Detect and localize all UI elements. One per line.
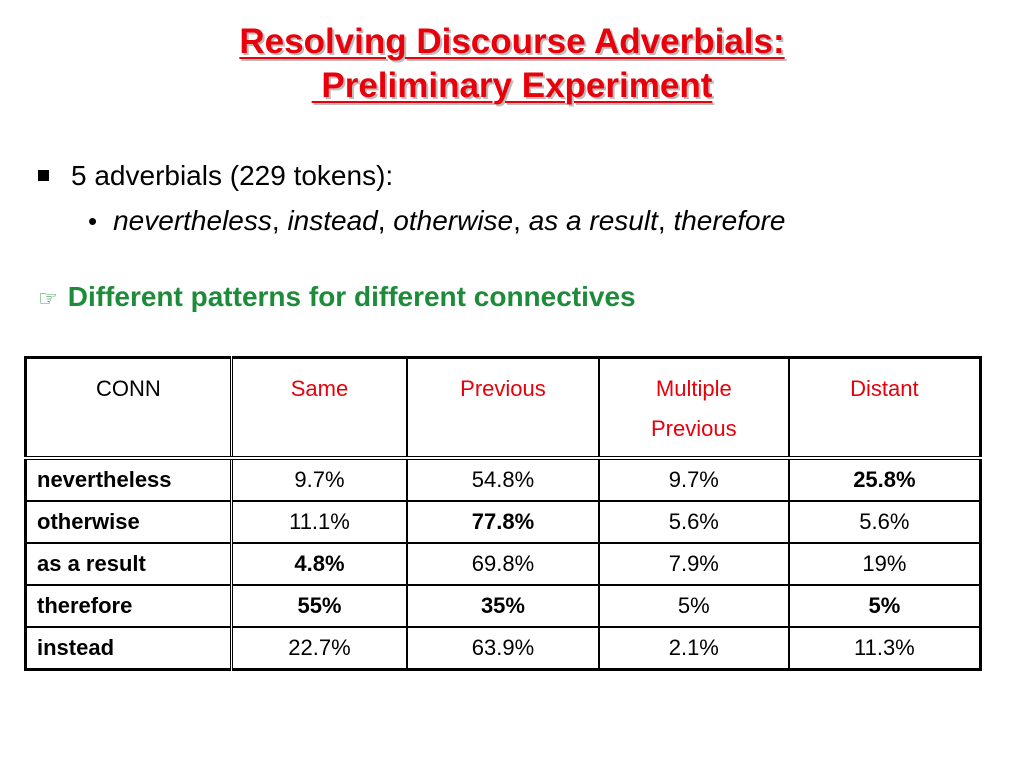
header-same: Same bbox=[231, 358, 407, 459]
value-cell: 11.3% bbox=[789, 627, 981, 670]
list-separator: , bbox=[657, 205, 674, 236]
table-row bbox=[26, 458, 981, 501]
list-separator: , bbox=[271, 205, 288, 236]
value-cell: 5% bbox=[599, 585, 789, 627]
slide-title bbox=[0, 20, 1024, 108]
header-multiple-previous: Multiple Previous bbox=[599, 358, 789, 459]
bullet-patterns bbox=[38, 279, 636, 317]
value-cell: 2.1% bbox=[599, 627, 789, 670]
value-cell: 9.7% bbox=[599, 458, 789, 501]
value-cell: 9.7% bbox=[231, 458, 407, 501]
title-line-1: Resolving Discourse Adverbials: bbox=[239, 22, 785, 61]
conn-cell: nevertheless bbox=[26, 458, 232, 501]
value-cell: 55% bbox=[231, 585, 407, 627]
table-row bbox=[26, 501, 981, 543]
bullet-adverbials-text: 5 adverbials (229 tokens): bbox=[71, 160, 394, 191]
table-row bbox=[26, 543, 981, 585]
conn-cell: otherwise bbox=[26, 501, 232, 543]
table-row bbox=[26, 627, 981, 670]
list-separator: , bbox=[513, 205, 529, 236]
list-separator: , bbox=[377, 205, 394, 236]
value-cell: 7.9% bbox=[599, 543, 789, 585]
value-cell: 19% bbox=[789, 543, 981, 585]
value-cell: 11.1% bbox=[231, 501, 407, 543]
value-cell: 5.6% bbox=[599, 501, 789, 543]
dot-bullet-icon: • bbox=[88, 206, 98, 236]
conn-cell: as a result bbox=[26, 543, 232, 585]
value-cell: 5% bbox=[789, 585, 981, 627]
table-header-row bbox=[26, 358, 981, 459]
adverbial-item: otherwise bbox=[393, 205, 514, 236]
bullet-adverbial-list bbox=[88, 203, 786, 239]
value-cell: 63.9% bbox=[407, 627, 599, 670]
pointing-hand-icon: ☞ bbox=[38, 286, 58, 311]
value-cell: 4.8% bbox=[231, 543, 407, 585]
conn-cell: instead bbox=[26, 627, 232, 670]
adverbial-item: as a result bbox=[528, 205, 658, 236]
value-cell: 22.7% bbox=[231, 627, 407, 670]
adverbial-item: therefore bbox=[673, 205, 786, 236]
value-cell: 35% bbox=[407, 585, 599, 627]
header-distant: Distant bbox=[789, 358, 981, 459]
adverbial-item: nevertheless bbox=[113, 205, 272, 236]
square-bullet-icon bbox=[38, 170, 49, 181]
adverbial-list bbox=[113, 203, 785, 239]
value-cell: 77.8% bbox=[407, 501, 599, 543]
bullet-patterns-text: Different patterns for different connectives bbox=[67, 281, 636, 312]
value-cell: 5.6% bbox=[789, 501, 981, 543]
value-cell: 54.8% bbox=[407, 458, 599, 501]
value-cell: 25.8% bbox=[789, 458, 981, 501]
results-table bbox=[24, 356, 982, 671]
title-line-2: Preliminary Experiment bbox=[311, 66, 713, 105]
conn-cell: therefore bbox=[26, 585, 232, 627]
header-conn: CONN bbox=[26, 358, 232, 459]
bullet-adverbials bbox=[38, 158, 393, 194]
value-cell: 69.8% bbox=[407, 543, 599, 585]
header-previous: Previous bbox=[407, 358, 599, 459]
adverbial-item: instead bbox=[287, 205, 378, 236]
table-row bbox=[26, 585, 981, 627]
